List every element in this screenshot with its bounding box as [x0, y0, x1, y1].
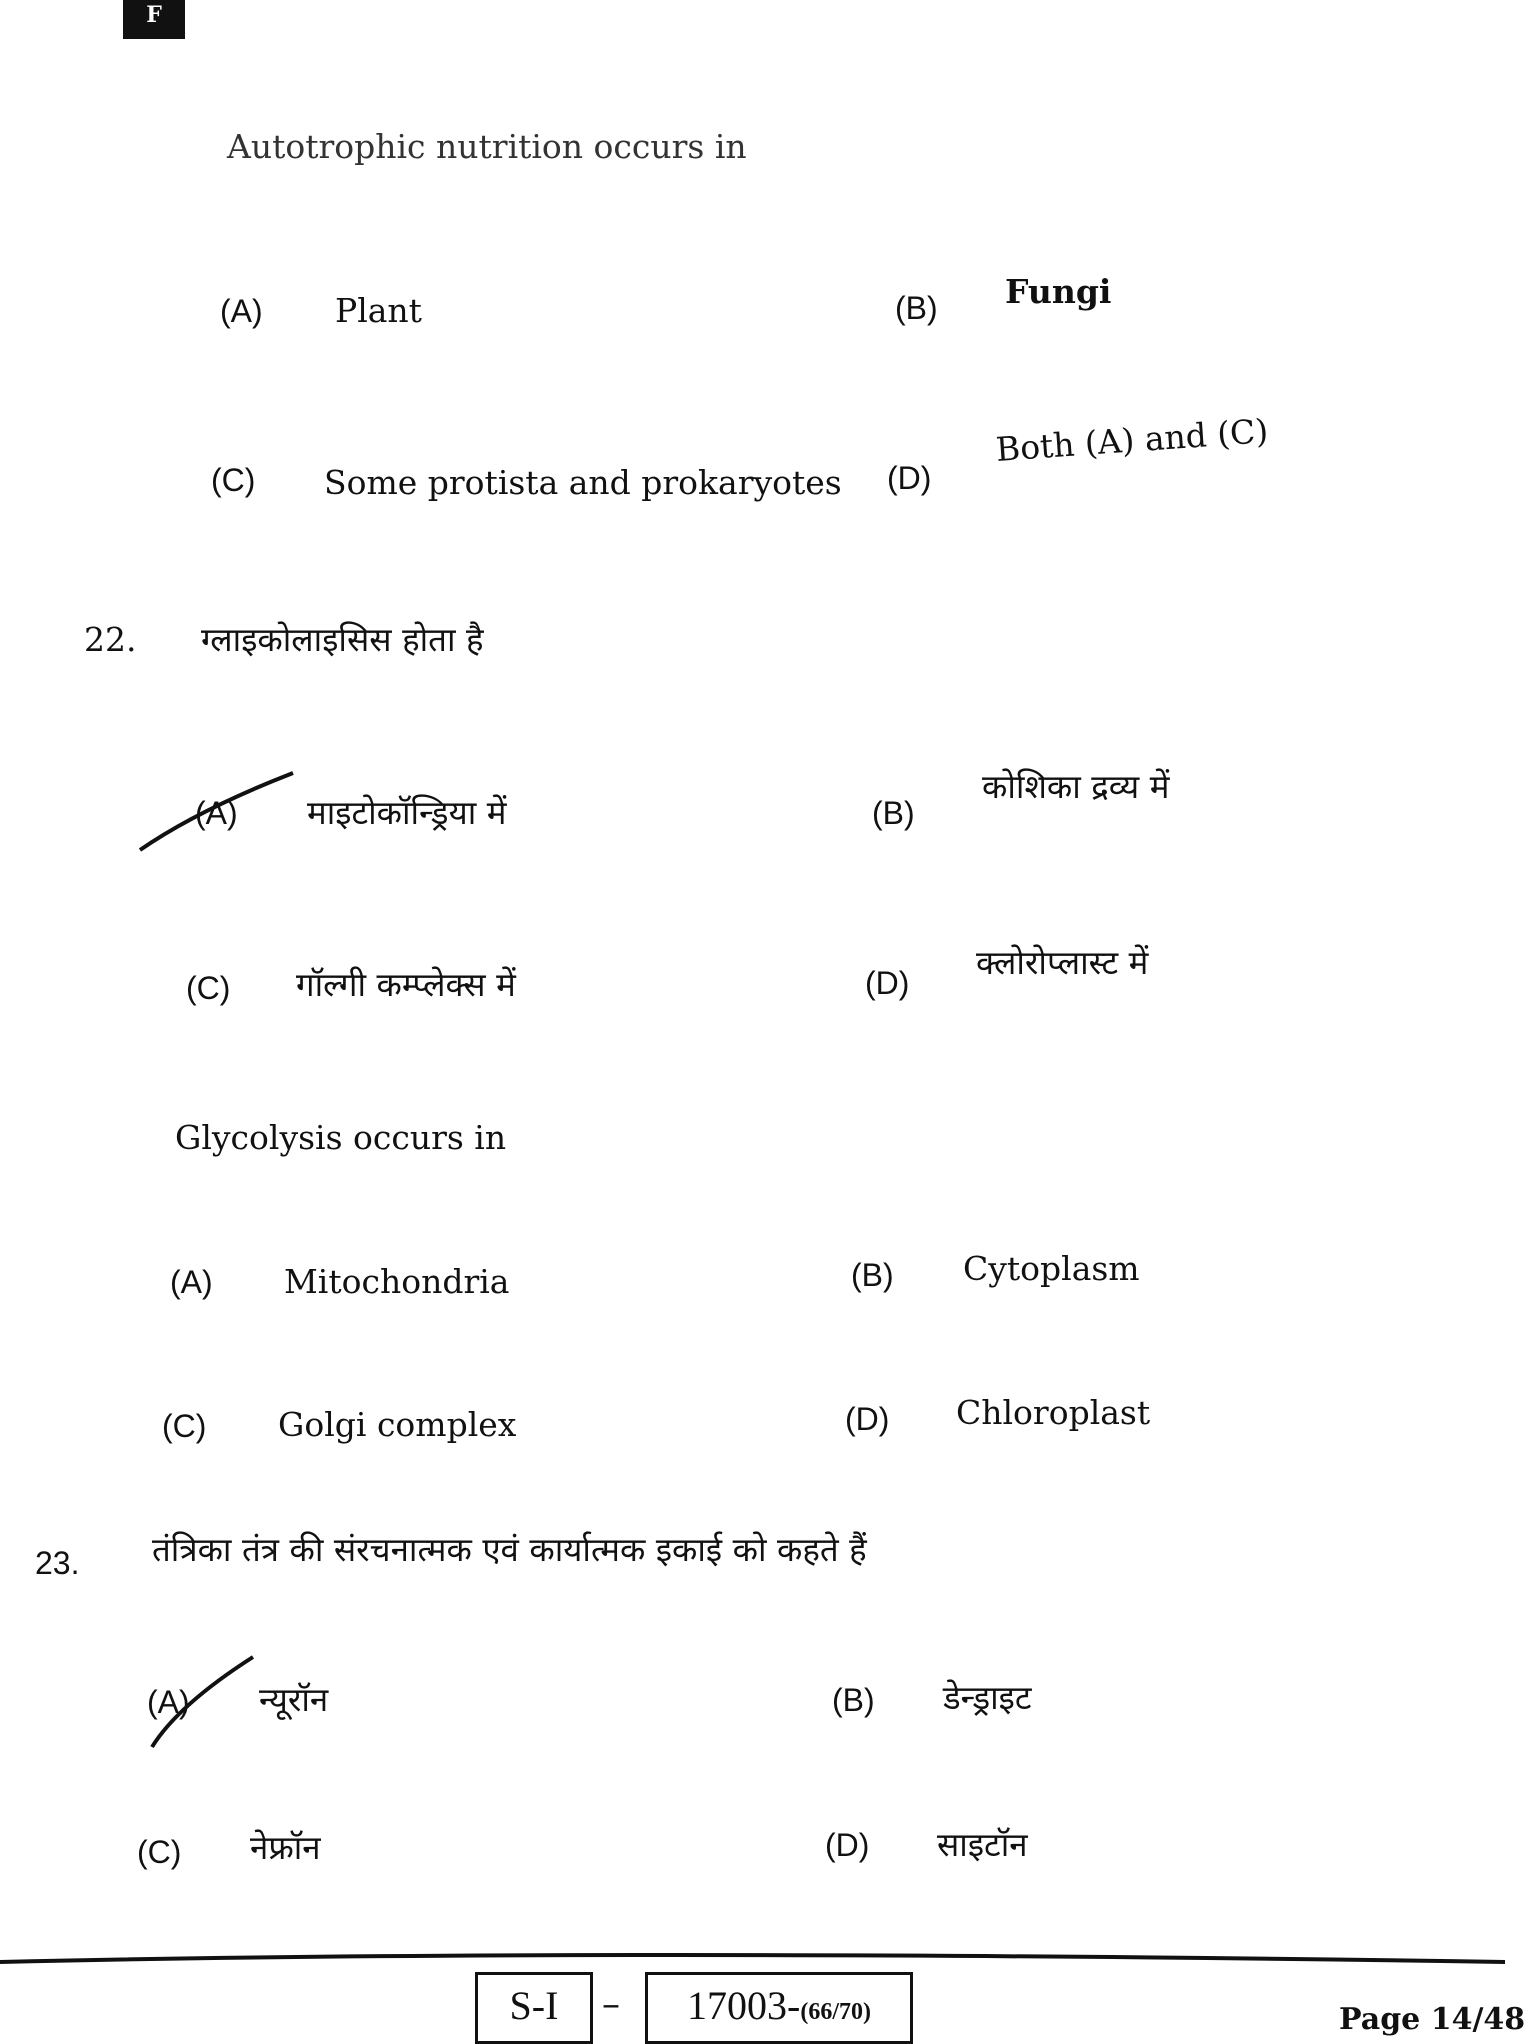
q22-number: 22.: [84, 620, 137, 659]
paper-set-badge: F: [123, 0, 185, 39]
q23-option-a-text: न्यूरॉन: [259, 1680, 329, 1719]
q23-option-c-text: नेफ्रॉन: [250, 1828, 321, 1867]
q22-hi-option-b-label: (B): [872, 795, 915, 831]
q22-en-option-a-text: Mitochondria: [284, 1262, 510, 1301]
q23-question-hi: तंत्रिका तंत्र की संरचनात्मक एवं कार्यात्मक इकाई को कहते हैं: [152, 1530, 867, 1569]
q21-option-d-label: (D): [887, 460, 932, 496]
q22-en-option-a-label: (A): [170, 1264, 213, 1300]
q21-option-a-text: Plant: [335, 291, 422, 330]
q23-option-a-label: (A): [147, 1684, 190, 1720]
q23-option-c-label: (C): [137, 1834, 182, 1870]
q22-hi-option-b-text: कोशिका द्रव्य में: [982, 767, 1170, 806]
footer-rule: [0, 1952, 1505, 1964]
q23-option-b-text: डेन्ड्राइट: [943, 1678, 1032, 1717]
q21-question-en: Autotrophic nutrition occurs in: [227, 127, 747, 166]
q22-en-option-c-text: Golgi complex: [278, 1405, 517, 1444]
code-box: [645, 1972, 913, 2044]
q23-option-b-label: (B): [832, 1682, 875, 1718]
q21-option-b-text: Fungi: [1005, 272, 1112, 311]
q22-hi-option-d-label: (D): [865, 965, 910, 1001]
q22-hi-option-a-label: (A): [195, 795, 238, 831]
q22-hi-option-c-text: गॉल्गी कम्प्लेक्स में: [296, 965, 516, 1004]
footer-dash: –: [602, 1984, 620, 2025]
q23-number: 23.: [35, 1545, 80, 1581]
q22-en-option-d-label: (D): [845, 1401, 890, 1437]
q22-en-option-c-label: (C): [162, 1408, 207, 1444]
tick-mark-icon: [148, 1655, 258, 1750]
q22-en-option-b-text: Cytoplasm: [963, 1249, 1140, 1288]
series-box: S-I: [475, 1972, 593, 2044]
paper-code-count: (66/70): [800, 1999, 871, 2025]
q22-hi-option-a-text: माइटोकॉन्ड्रिया में: [307, 793, 507, 832]
q22-question-en: Glycolysis occurs in: [175, 1118, 507, 1157]
q22-question-hi: ग्लाइकोलाइसिस होता है: [201, 620, 484, 659]
q23-option-d-label: (D): [825, 1827, 870, 1863]
q22-hi-option-c-label: (C): [186, 970, 231, 1006]
q23-option-d-text: साइटॉन: [937, 1825, 1028, 1864]
q21-option-c-label: (C): [211, 462, 256, 498]
q21-option-a-label: (A): [220, 293, 263, 329]
q22-hi-option-d-text: क्लोरोप्लास्ट में: [976, 943, 1149, 982]
q22-en-option-d-text: Chloroplast: [956, 1393, 1151, 1432]
q21-option-d-text: Both (A) and (C): [994, 411, 1270, 469]
q21-option-c-text: Some protista and prokaryotes: [324, 463, 842, 502]
page-number: Page 14/48: [1339, 2002, 1525, 2037]
paper-code: 17003-: [687, 1983, 801, 2028]
q21-option-b-label: (B): [895, 290, 938, 326]
q22-en-option-b-label: (B): [851, 1257, 894, 1293]
tick-mark-icon: [138, 770, 298, 850]
